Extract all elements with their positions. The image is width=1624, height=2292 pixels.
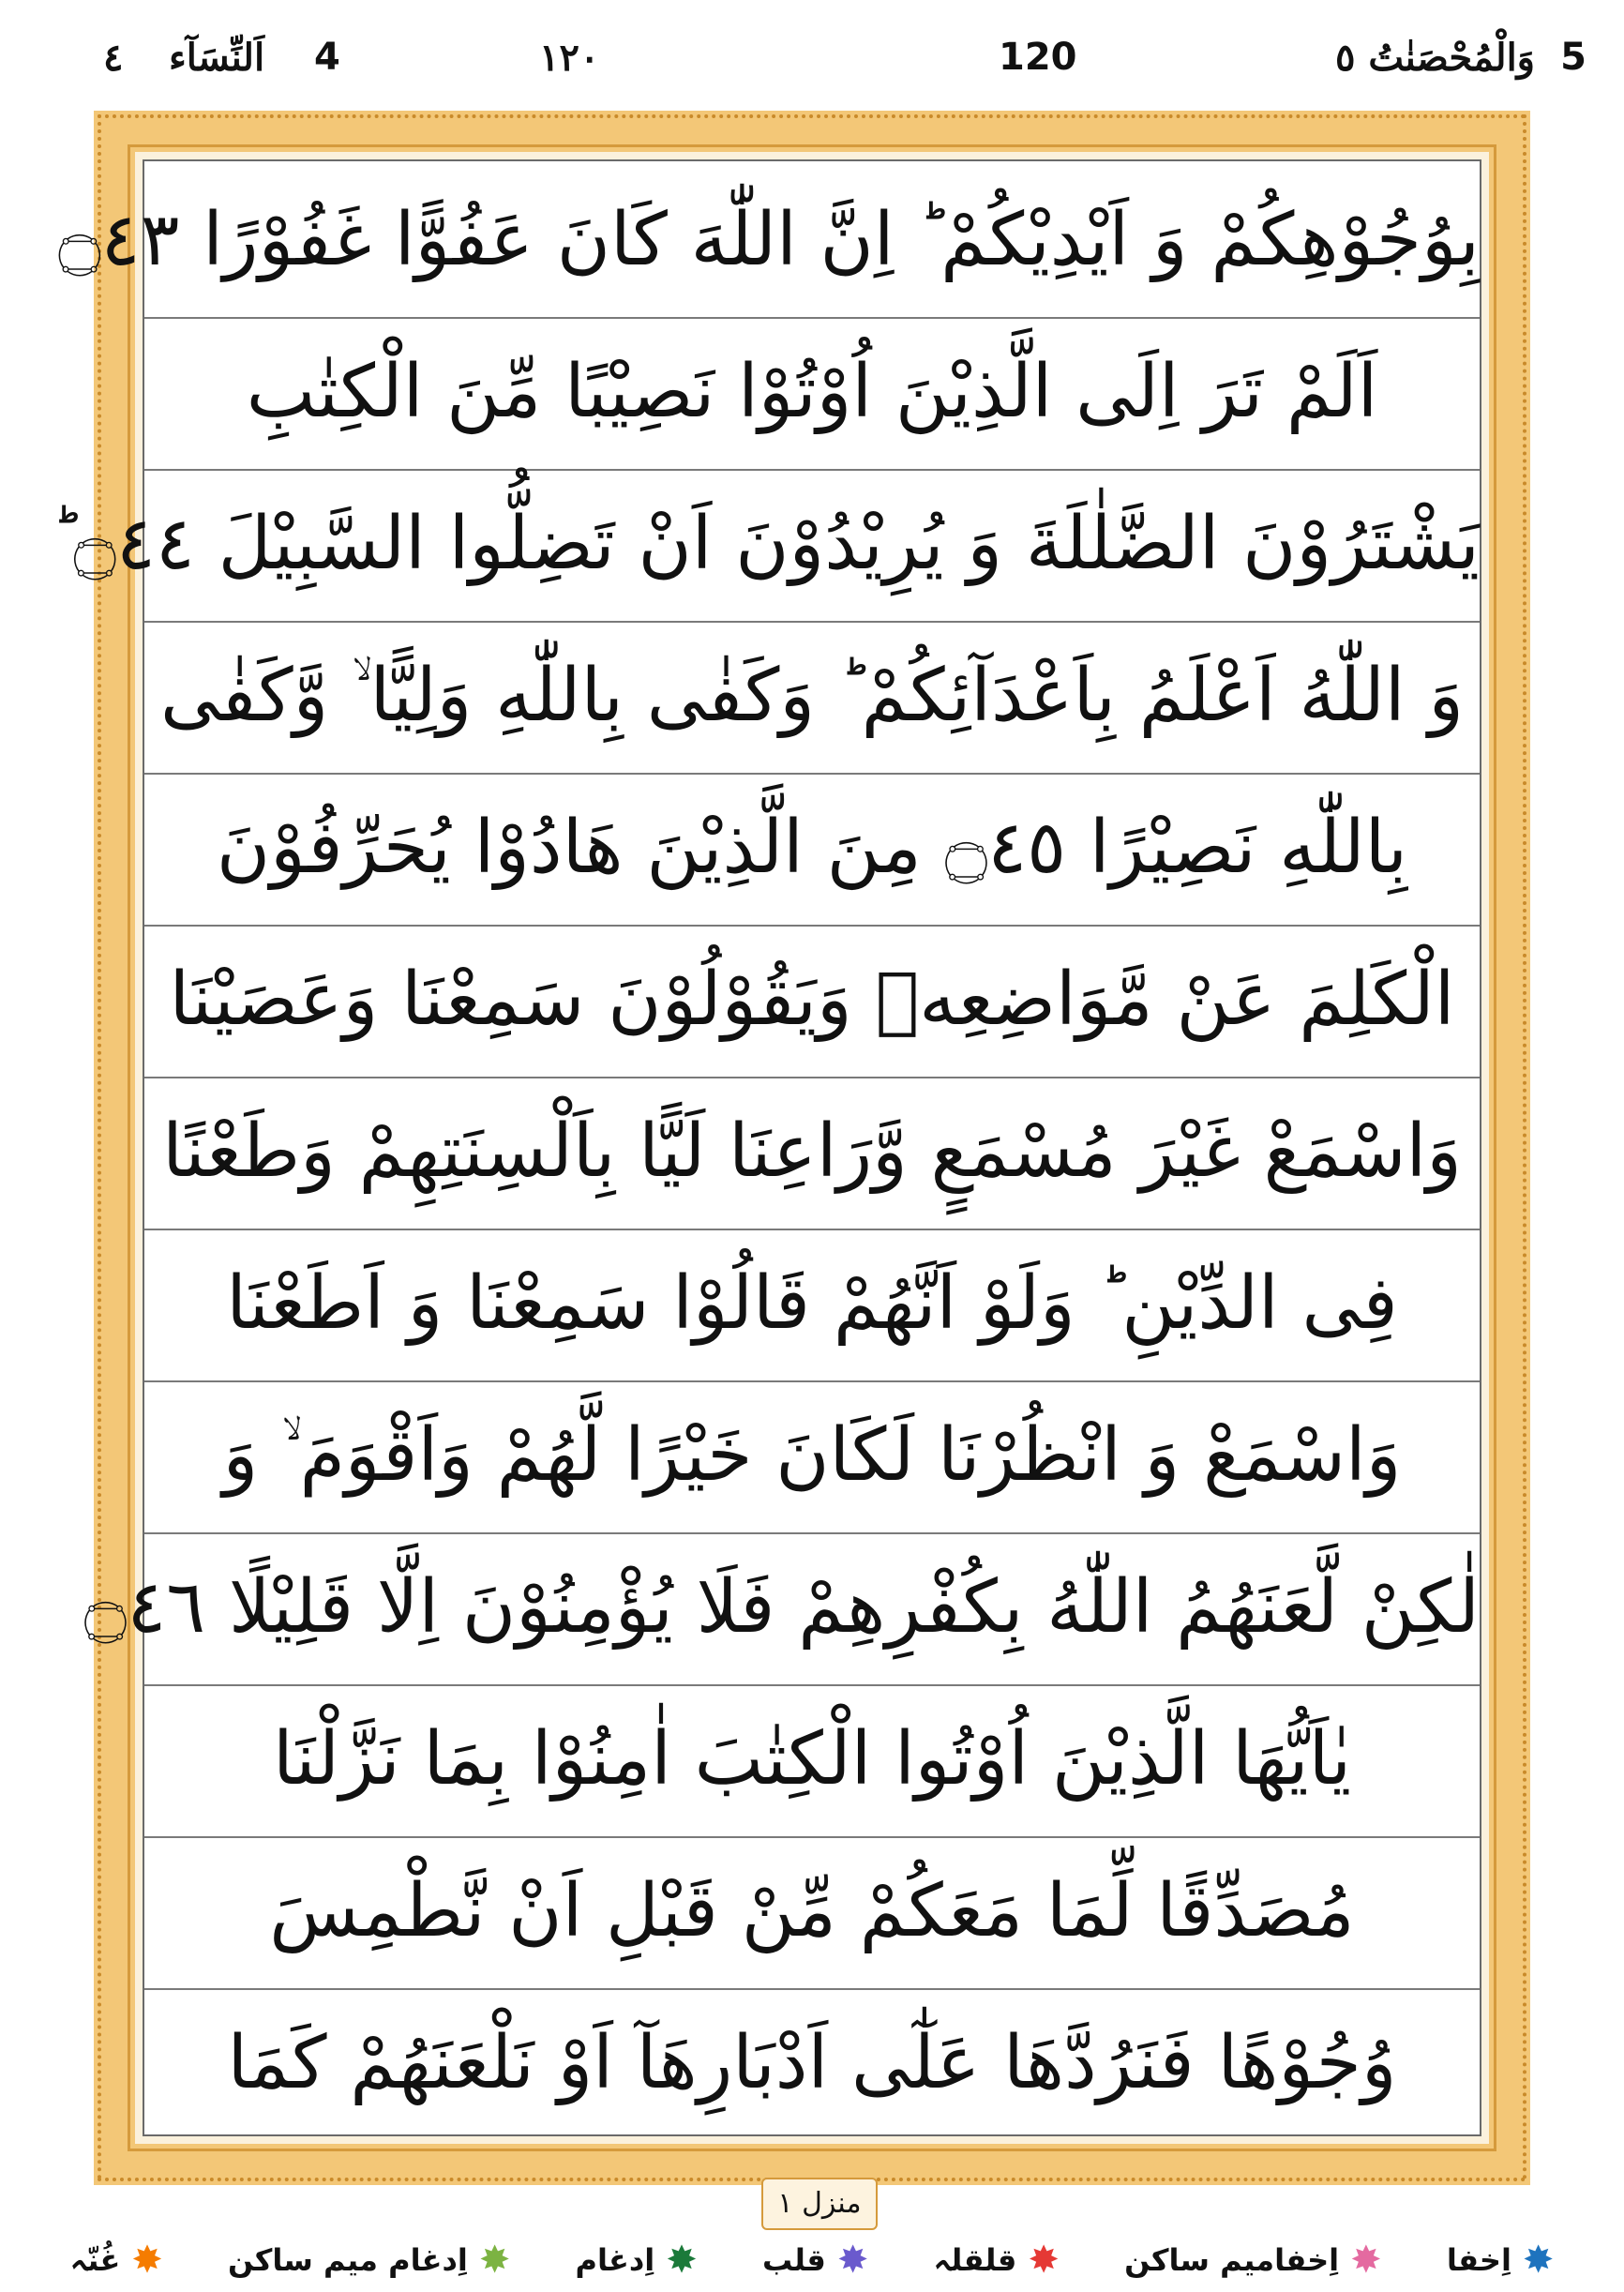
legend-label: قلقلہ (933, 2242, 1017, 2278)
text-line-2: اَلَمْ تَرَ اِلَى الَّذِيْنَ اُوْتُوْا نَصِيْبًا مِّنَ الْكِتٰبِ (144, 313, 1480, 471)
legend-label: قلب (761, 2242, 826, 2278)
legend-item (933, 2239, 1060, 2282)
legend-item (69, 2239, 163, 2282)
legend-item (1124, 2239, 1382, 2282)
star-icon: ✸ (131, 2239, 163, 2282)
text-line-7: وَاسْمَعْ غَيْرَ مُسْمَعٍ وَّرَاعِنَا لَيًّا بِاَلْسِنَتِهِمْ وَطَعْنًا (144, 1073, 1480, 1230)
legend-label: اِدغام میم ساکن (227, 2242, 468, 2278)
text-line-5: بِاللّٰهِ نَصِيْرًا ۝٤٥ مِنَ الَّذِيْنَ هَادُوْا يُحَرِّفُوْنَ (144, 769, 1480, 927)
surah-number: 4 (314, 36, 340, 79)
tajweed-legend (0, 2232, 1624, 2288)
text-line-13: وُجُوْهًا فَنَرُدَّهَا عَلٰٓى اَدْبَارِهَآ اَوْ نَلْعَنَهُمْ كَمَا (227, 2021, 1397, 2105)
text-line-1: بِوُجُوْهِكُمْ وَ اَيْدِيْكُمْ ؕ اِنَّ اللّٰهَ كَانَ عَفُوًّا غَفُوْرًا ۝٤٣ (144, 161, 1480, 319)
page-number-arabic: ١٢٠ (539, 36, 600, 80)
text-line-11: يٰاَيُّهَا الَّذِيْنَ اُوْتُوا الْكِتٰبَ اٰمِنُوْا بِمَا نَزَّلْنَا (144, 1681, 1480, 1838)
text-line-9: وَاسْمَعْ وَ انْظُرْنَا لَكَانَ خَيْرًا لَّهُمْ وَاَقْوَمَ ۙ وَ (144, 1377, 1480, 1534)
legend-item (1446, 2239, 1555, 2282)
text-line-12: مُصَدِّقًا لِّمَا مَعَكُمْ مِّنْ قَبْلِ اَنْ نَّطْمِسَ (144, 1832, 1480, 1990)
text-line-10: لٰكِنْ لَّعَنَهُمُ اللّٰهُ بِكُفْرِهِمْ فَلَا يُؤْمِنُوْنَ اِلَّا قَلِيْلًا ۝٤٦ (144, 1529, 1480, 1686)
quran-text-panel (50, 159, 1481, 2136)
page-header (0, 0, 1624, 113)
text-line-4: وَ اللّٰهُ اَعْلَمُ بِاَعْدَآئِكُمْ ؕ وَكَفٰى بِاللّٰهِ وَلِيًّا ۙ وَّكَفٰى (144, 617, 1480, 775)
legend-label: اِدغام (575, 2242, 655, 2278)
legend-label: اِخفا (1446, 2242, 1511, 2278)
text-line-6: الْكَلِمَ عَنْ مَّوَاضِعِهٖ وَيَقُوْلُوْنَ سَمِعْنَا وَعَصَيْنَا (144, 921, 1480, 1078)
page-number: 120 (999, 36, 1077, 79)
star-icon: ✸ (1522, 2239, 1555, 2282)
surah-name: اَلنِّسَآء (169, 36, 265, 80)
star-icon: ✸ (836, 2239, 869, 2282)
legend-item (227, 2239, 511, 2282)
legend-item (761, 2239, 869, 2282)
manzil-marker: منزل ١ (761, 2178, 878, 2230)
star-icon: ✸ (478, 2239, 511, 2282)
juz-name: وَالْمُحْصَنٰتُ ٥ (1334, 36, 1535, 80)
legend-label: اِخفامیم ساکن (1124, 2242, 1340, 2278)
text-line-8: فِى الدِّيْنِ ؕ وَلَوْ اَنَّهُمْ قَالُوْا سَمِعْنَا وَ اَطَعْنَا (144, 1225, 1480, 1382)
star-icon: ✸ (1350, 2239, 1382, 2282)
legend-label: غُنّہ (69, 2242, 121, 2278)
star-icon: ✸ (666, 2239, 698, 2282)
surah-number-arabic: ٤ (103, 36, 124, 80)
juz-number: 5 (1560, 36, 1586, 79)
legend-item (575, 2239, 698, 2282)
text-line-3: يَشْتَرُوْنَ الضَّلٰلَةَ وَ يُرِيْدُوْنَ اَنْ تَضِلُّوا السَّبِيْلَ ۝٤٤ ؕ (144, 465, 1480, 623)
star-icon: ✸ (1028, 2239, 1060, 2282)
